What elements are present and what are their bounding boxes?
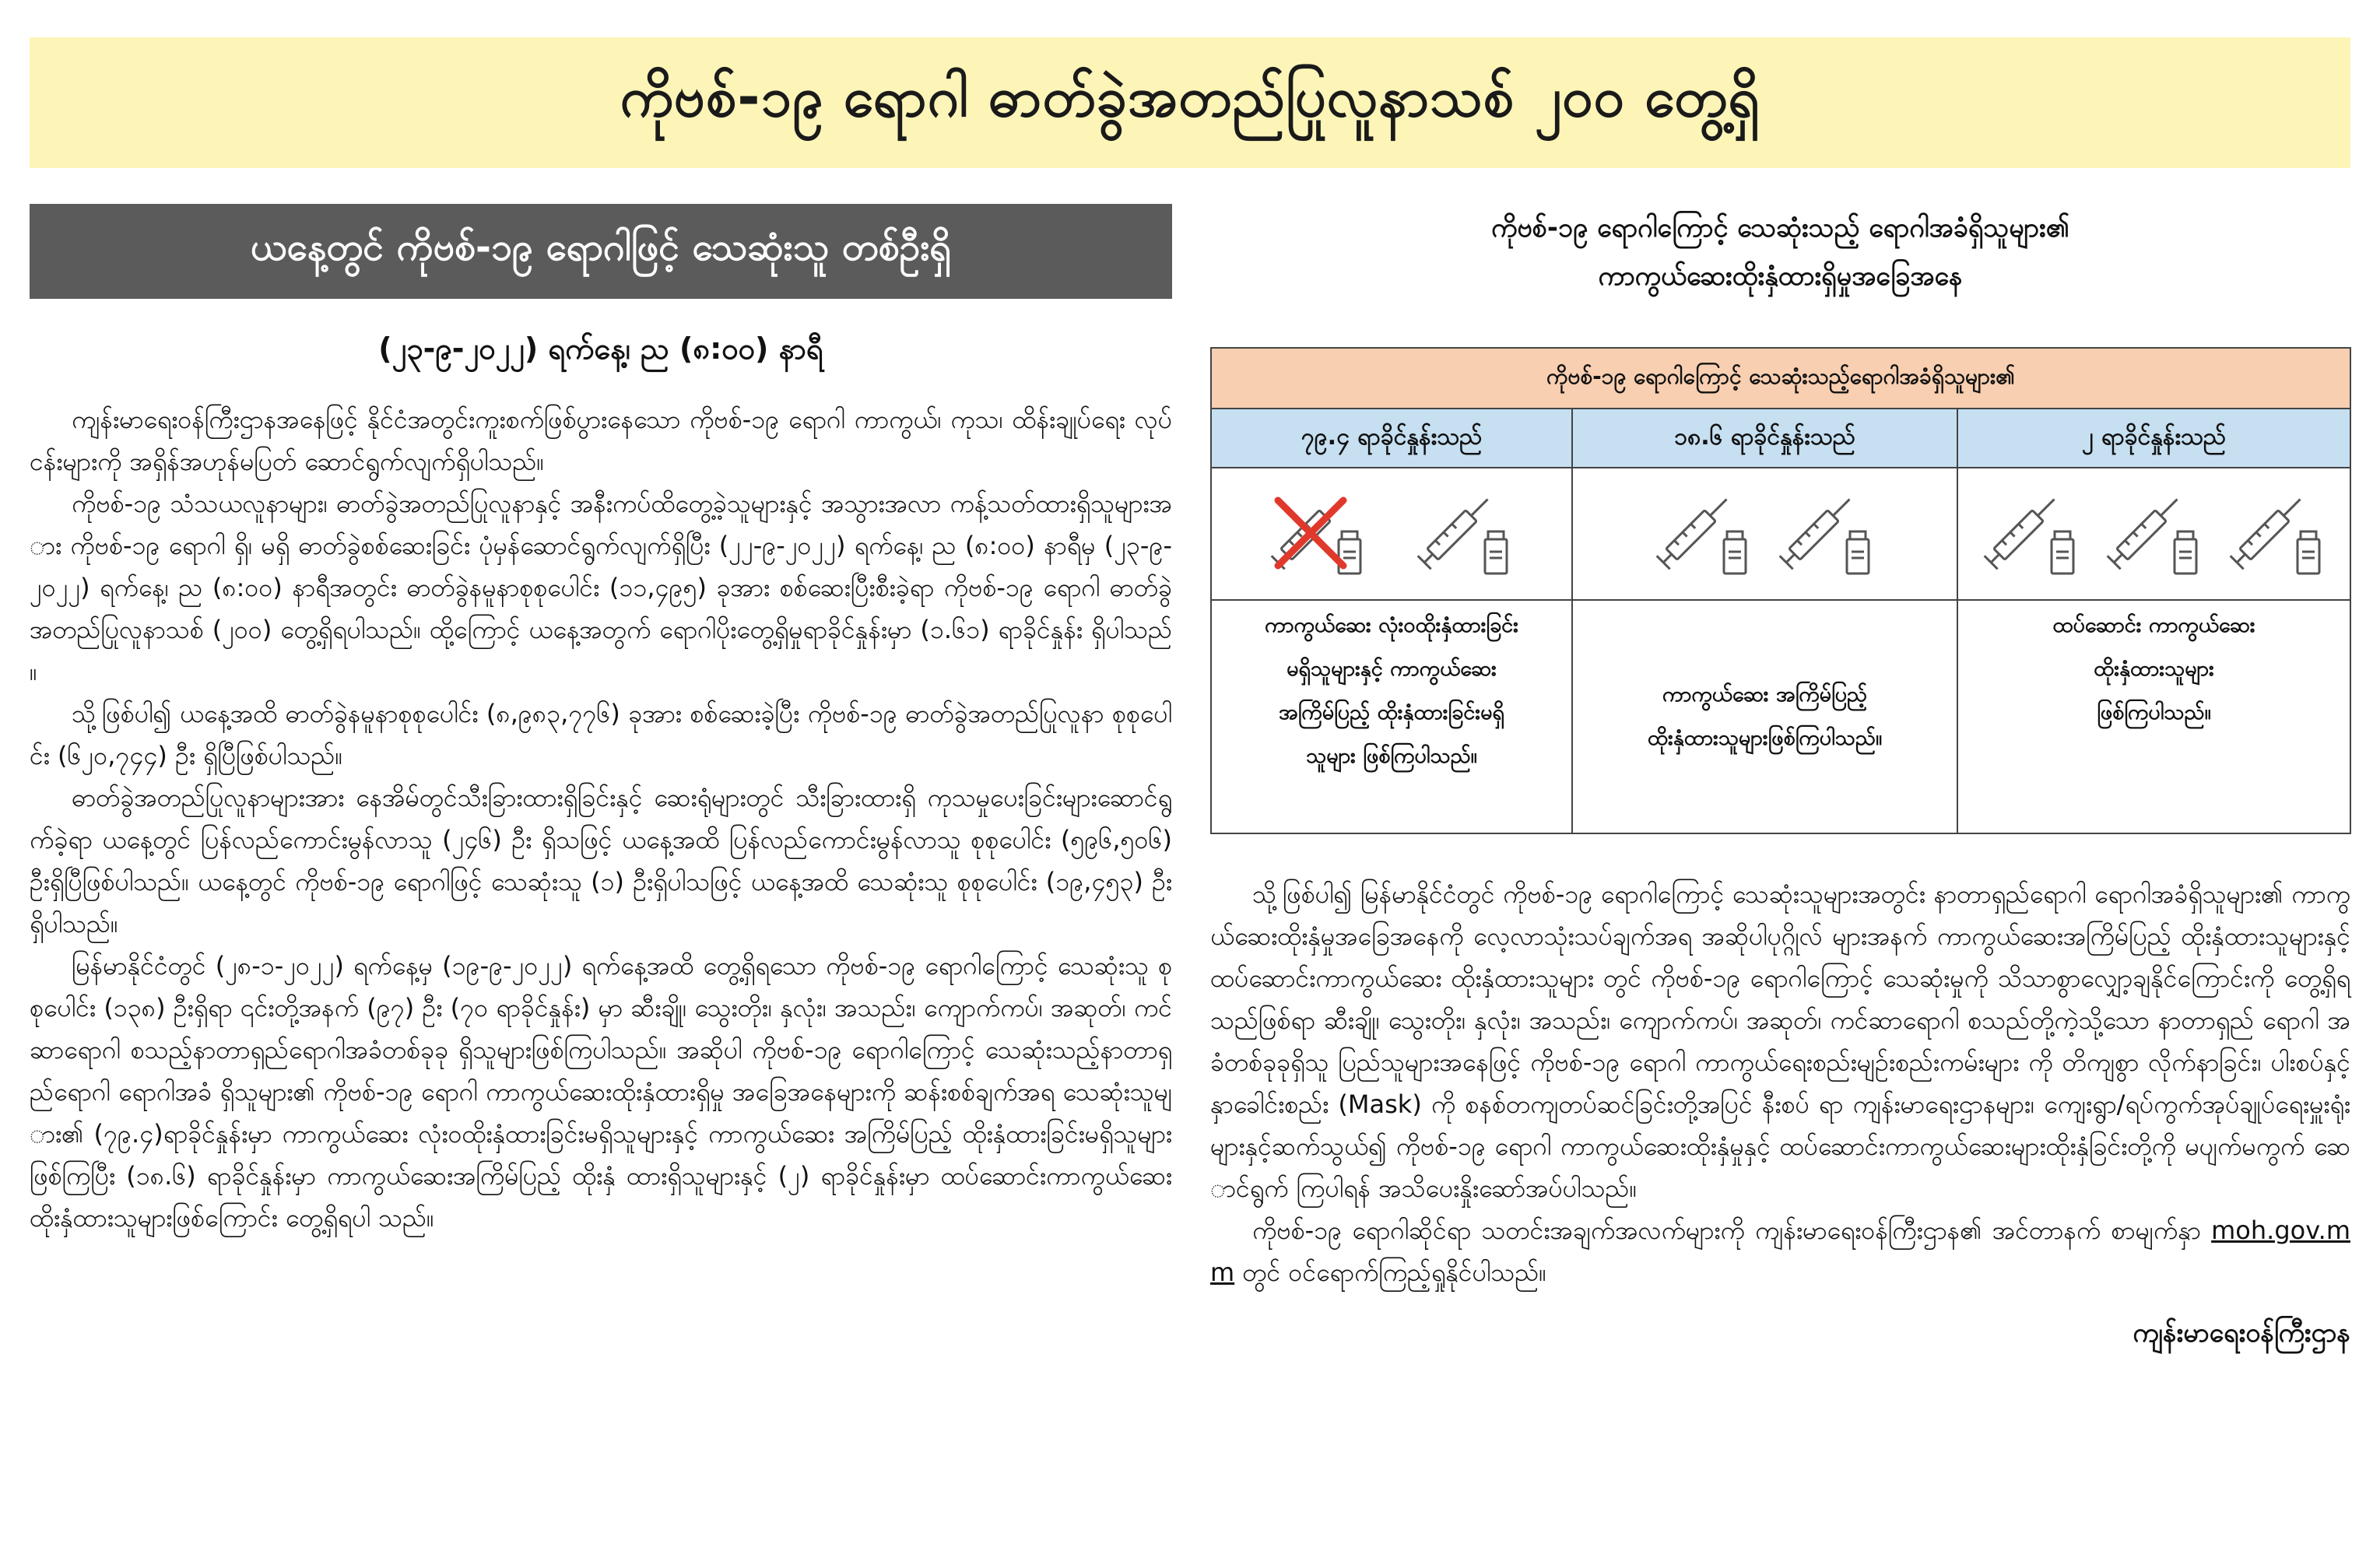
desc-line: အကြိမ်ပြည့် ထိုးနှံထားခြင်းမရှိ — [1278, 700, 1505, 724]
vaccination-status-table — [1210, 347, 2351, 834]
para-text: ကိုဗစ်-၁၉ ရောဂါဆိုင်ရာ သတင်းအချက်အလက်များကို ကျန်းမာရေးဝန်ကြီးဌာန၏ အင်တာနက် စာမျက်နှာ — [1252, 1215, 2212, 1245]
signoff: ကျန်းမာရေးဝန်ကြီးဌာန — [2133, 1317, 2350, 1349]
desc-line: ထပ်ဆောင်း ကာကွယ်ဆေး — [2052, 613, 2255, 637]
desc-line: ကာကွယ်ဆေး အကြိမ်ပြည့် — [1662, 682, 1868, 707]
syringe-vial-icon — [2223, 483, 2332, 584]
dateline: (၂၃-၉-၂၀၂၂) ရက်နေ့၊ ည (၈:၀၀) နာရီ — [378, 331, 823, 366]
desc-line: ဖြစ်ကြပါသည်။ — [2097, 700, 2211, 724]
percent-row — [1212, 409, 2350, 468]
icon-cell-booster — [1958, 468, 2350, 601]
syringe-vial-icon — [2100, 483, 2209, 584]
moh-website-link[interactable]: moh.gov.mm — [1210, 1215, 2350, 1287]
cross-icon — [1278, 500, 1343, 566]
paragraph: သို့ဖြစ်ပါ၍ မြန်မာနိုင်ငံတွင် ကိုဗစ်-၁၉ ရောဂါကြောင့် သေဆုံးသူများအတွင်း နာတာရှည်ရောဂါ ရောဂါအခံရှိသူများ၏ ကာကွယ်ဆေးထိုးနှံမှုအခြေအနေကို လေ့လာသုံးသပ်ချက်အရ အဆိုပါပုဂ္ဂိုလ် များအနက် ကာကွယ်ဆေးအကြိမ်ပြည့် ထိုးနှံထားသူများနှင့် ထပ်ဆောင်းကာကွယ်ဆေး ထိုးနှံထားသူများ တွင် ကိုဗစ်-၁၉ ရောဂါကြောင့် သေဆုံးမှုကို သိသာစွာလျှော့ချနိုင်ကြောင်းကို တွေ့ရှိရသည်ဖြစ်ရာ ဆီးချို၊ သွေးတိုး၊ နှလုံး၊ အသည်း၊ ကျောက်ကပ်၊ အဆုတ်၊ ကင်ဆာရောဂါ စသည်တို့ကဲ့သို့သော နာတာရှည် ရောဂါ အခံတစ်ခုခုရှိသူ ပြည်သူများအနေဖြင့် ကိုဗစ်-၁၉ ရောဂါ ကာကွယ်ရေးစည်းမျဉ်းစည်းကမ်းများ ကို တိကျစွာ လိုက်နာခြင်း၊ ပါးစပ်နှင့် နှာခေါင်းစည်း (Mask) ကို စနစ်တကျတပ်ဆင်ခြင်းတို့အပြင် နီးစပ် ရာ ကျန်းမာရေးဌာနများ၊ ကျေးရွာ/ရပ်ကွက်အုပ်ချုပ်ရေးမှူးရုံးများနှင့်ဆက်သွယ်၍ ကိုဗစ်-၁၉ ရောဂါ ကာကွယ်ဆေးထိုးနှံမှုနှင့် ထပ်ဆောင်းကာကွယ်ဆေးများထိုးနှံခြင်းတို့ကို မပျက်မကွက် ဆောင်ရွက် ကြပါရန် အသိပေးနှိုးဆော်အပ်ပါသည်။ — [1210, 879, 2350, 1203]
desc-line: မရှိသူများနှင့် ကာကွယ်ဆေး — [1287, 657, 1497, 681]
desc-booster — [1958, 601, 2350, 833]
desc-line: ကာကွယ်ဆေး လုံးဝထိုးနှံထားခြင်း — [1265, 613, 1518, 637]
percent-booster: ၂ ရာခိုင်နှုန်းသည် — [1958, 409, 2350, 468]
icon-row — [1212, 468, 2350, 601]
para-text: တွင် ဝင်ရောက်ကြည့်ရှုနိုင်ပါသည်။ — [1234, 1258, 1546, 1287]
table-heading-line1: ကိုဗစ်-၁၉ ရောဂါကြောင့် သေဆုံးသည့် ရောဂါအခံရှိသူများ၏ — [1491, 212, 2069, 244]
table-title: ကိုဗစ်-၁၉ ရောဂါကြောင့် သေဆုံးသည့်ရောဂါအခံရှိသူများ၏ — [1212, 349, 2350, 409]
paragraph: ကျန်းမာရေးဝန်ကြီးဌာနအနေဖြင့် နိုင်ငံအတွင်းကူးစက်ဖြစ်ပွားနေသော ကိုဗစ်-၁၉ ရောဂါ ကာကွယ်၊ ကုသ၊ ထိန်းချုပ်ရေး လုပ်ငန်းများကို အရှိန်အဟုန်မပြတ် ဆောင်ရွက်လျက်ရှိပါသည်။ — [30, 405, 1172, 476]
paragraph: မြန်မာနိုင်ငံတွင် (၂၈-၁-၂၀၂၂) ရက်နေ့မှ (၁၉-၉-၂၀၂၂) ရက်နေ့အထိ တွေ့ရှိရသော ကိုဗစ်-၁၉ ရောဂါကြောင့် သေဆုံးသူ စုစုပေါင်း (၁၃၈) ဦးရှိရာ ၎င်းတို့အနက် (၉၇) ဦး (၇၀ ရာခိုင်နှုန်း) မှာ ဆီးချို၊ သွေးတိုး၊ နှလုံး၊ အသည်း၊ ကျောက်ကပ်၊ အဆုတ်၊ ကင်ဆာရောဂါ စသည့်နာတာရှည်ရောဂါအခံတစ်ခုခု ရှိသူများဖြစ်ကြပါသည်။ အဆိုပါ ကိုဗစ်-၁၉ ရောဂါကြောင့် သေဆုံးသည့်နာတာရှည်ရောဂါ ရောဂါအခံ ရှိသူများ၏ ကိုဗစ်-၁၉ ရောဂါ ကာကွယ်ဆေးထိုးနှံထားရှိမှု အခြေအနေများကို ဆန်းစစ်ချက်အရ သေဆုံးသူများ၏ (၇၉.၄)ရာခိုင်နှုန်းမှာ ကာကွယ်ဆေး လုံးဝထိုးနှံထားခြင်းမရှိသူများနှင့် ကာကွယ်ဆေး အကြိမ်ပြည့် ထိုးနှံထားခြင်းမရှိသူများဖြစ်ကြပြီး (၁၈.၆) ရာခိုင်နှုန်းမှာ ကာကွယ်ဆေးအကြိမ်ပြည့် ထိုးနှံ ထားရှိသူများနှင့် (၂) ရာခိုင်နှုန်းမှာ ထပ်ဆောင်းကာကွယ်ဆေး ထိုးနှံထားသူများဖြစ်ကြောင်း တွေ့ရှိရပါ သည်။ — [30, 951, 1173, 1233]
right-article-body — [1210, 873, 2350, 1293]
icon-cell-fully-vaccinated — [1573, 468, 1958, 601]
syringe-vial-icon — [1772, 483, 1881, 584]
subheading: ယနေ့တွင် ကိုဗစ်-၁၉ ရောဂါဖြင့် သေဆုံးသူ တစ်ဦးရှိ — [30, 204, 1172, 299]
description-row — [1212, 601, 2350, 833]
icon-cell-unvaccinated — [1212, 468, 1573, 601]
table-heading-line2: ကာကွယ်ဆေးထိုးနှံထားရှိမှုအခြေအနေ — [1598, 261, 1963, 292]
syringe-vial-icon — [1977, 483, 2086, 584]
crossed-syringe-icon — [1264, 483, 1396, 584]
desc-unvaccinated — [1212, 601, 1573, 833]
desc-fully-vaccinated — [1573, 601, 1958, 833]
percent-fully-vaccinated: ၁၈.၆ ရာခိုင်နှုန်းသည် — [1573, 409, 1958, 468]
syringe-vial-icon — [1649, 483, 1758, 584]
right-column — [1210, 204, 2350, 1355]
headline-title: ကိုဗစ်-၁၉ ရောဂါ ဓာတ်ခွဲအတည်ပြုလူနာသစ် ၂၀၀ တွေ့ရှိ — [620, 65, 1760, 129]
paragraph: သို့ဖြစ်ပါ၍ ယနေ့အထိ ဓာတ်ခွဲနမူနာစုစုပေါင်း (၈,၉၈၃,၇၇၆) ခုအား စစ်ဆေးခဲ့ပြီး ကိုဗစ်-၁၉ ဓာတ်ခွဲအတည်ပြုလူနာ စုစုပေါင်း (၆၂၀,၇၄၄) ဦး ရှိပြီဖြစ်ပါသည်။ — [30, 699, 1172, 770]
syringe-vial-icon — [1410, 483, 1519, 584]
left-article-body — [30, 398, 1172, 1239]
desc-line: သူများ ဖြစ်ကြပါသည်။ — [1306, 744, 1477, 768]
desc-line: ထိုးနှံထားသူများ — [2094, 657, 2214, 681]
desc-line: ထိုးနှံထားသူများဖြစ်ကြပါသည်။ — [1647, 726, 1883, 750]
paragraph: ကိုဗစ်-၁၉ သံသယလူနာများ၊ ဓာတ်ခွဲအတည်ပြုလူနာနှင့် အနီးကပ်ထိတွေ့ခဲ့သူများနှင့် အသွားအလာ ကန့်သတ်ထားရှိသူများအား ကိုဗစ်-၁၉ ရောဂါ ရှိ၊ မရှိ ဓာတ်ခွဲစစ်ဆေးခြင်း ပုံမှန်ဆောင်ရွက်လျက်ရှိပြီး (၂၂-၉-၂၀၂၂) ရက်နေ့၊ ည (၈:၀၀) နာရီမှ (၂၃-၉-၂၀၂၂) ရက်နေ့၊ ည (၈:၀၀) နာရီအတွင်း ဓာတ်ခွဲနမူနာစုစုပေါင်း (၁၁,၄၉၅) ခုအား စစ်ဆေးပြီးစီးခဲ့ရာ ကိုဗစ်-၁၉ ရောဂါ ဓာတ်ခွဲအတည်ပြုလူနာသစ် (၂၀၀) တွေ့ရှိရပါသည်။ ထို့ကြောင့် ယနေ့အတွက် ရောဂါပိုးတွေ့ရှိမှုရာခိုင်နှုန်းမှာ (၁.၆၁) ရာခိုင်နှုန်း ရှိပါသည်။ — [30, 489, 1172, 686]
paragraph: ဓာတ်ခွဲအတည်ပြုလူနာများအား နေအိမ်တွင်သီးခြားထားရှိခြင်းနှင့် ဆေးရုံများတွင် သီးခြားထားရှိ ကုသမှုပေးခြင်းများဆောင်ရွက်ခဲ့ရာ ယနေ့တွင် ပြန်လည်ကောင်းမွန်လာသူ (၂၄၆) ဦး ရှိသဖြင့် ယနေ့အထိ ပြန်လည်ကောင်းမွန်လာသူ စုစုပေါင်း (၅၉၆,၅၀၆) ဦးရှိပြီဖြစ်ပါသည်။ ယနေ့တွင် ကိုဗစ်-၁၉ ရောဂါဖြင့် သေဆုံးသူ (၁) ဦးရှိပါသဖြင့် ယနေ့အထိ သေဆုံးသူ စုစုပေါင်း (၁၉,၄၅၃) ဦး ရှိပါသည်။ — [30, 783, 1172, 938]
left-column — [30, 204, 1172, 1239]
paragraph-with-link — [1210, 1209, 2350, 1293]
headline-banner — [30, 37, 2350, 168]
percent-unvaccinated: ၇၉.၄ ရာခိုင်နှုန်းသည် — [1212, 409, 1573, 468]
